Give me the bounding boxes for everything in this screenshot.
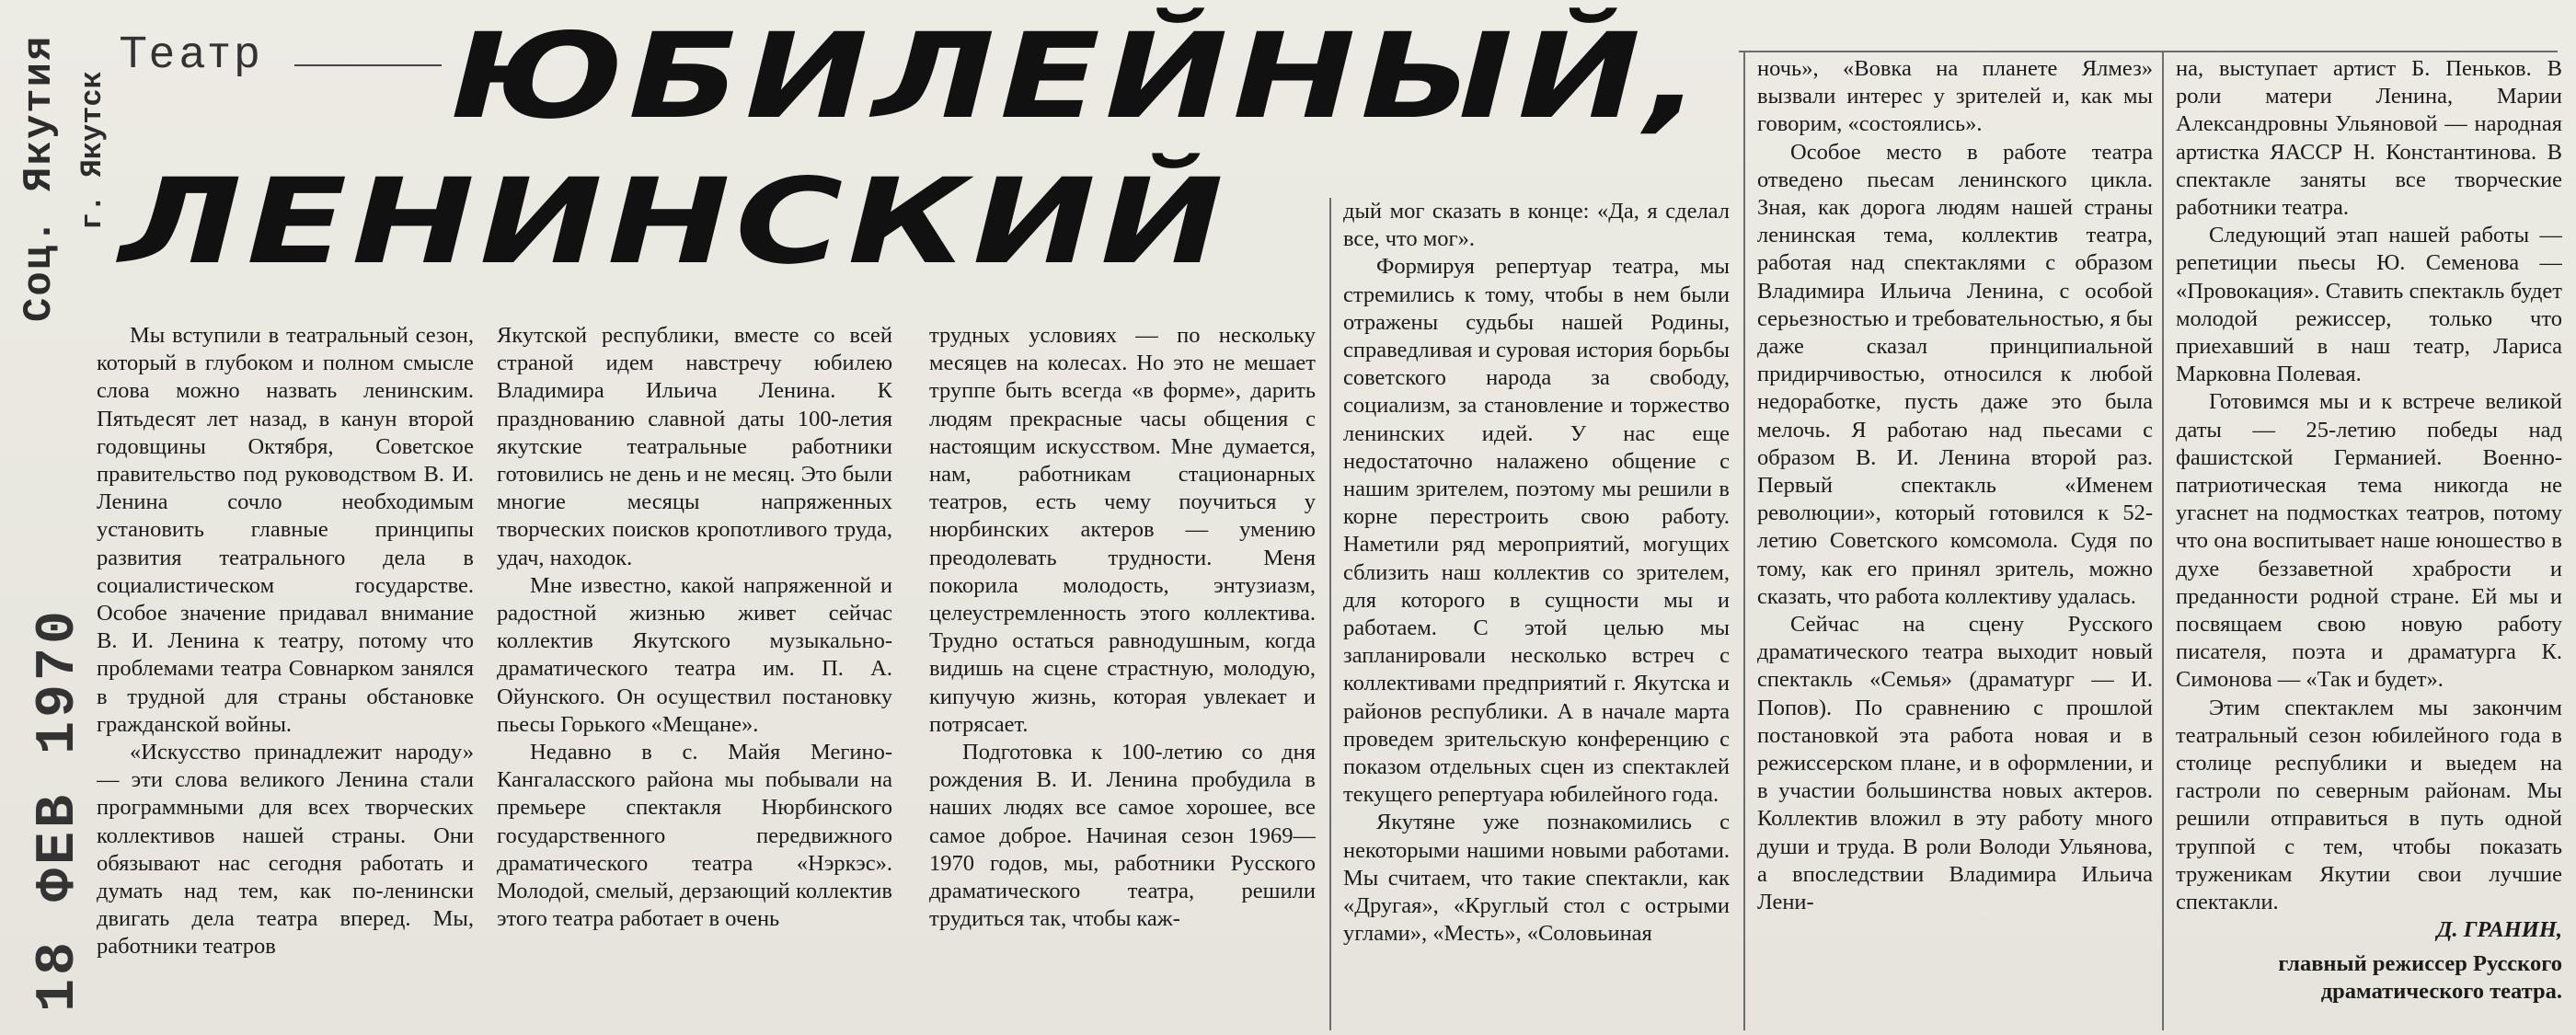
paragraph: «Искусство принадлежит народу» — эти слова великого Ленина стали программными для всех творческих коллективов нашей страны. Они обязывают нас сегодня работать и думать над тем, как по-ленински двигать дела театра вперед. Мы, работники театров — [97, 740, 474, 960]
column-divider — [2162, 51, 2164, 1030]
paragraph: Сейчас на сцену Русского драматического театра выходит новый спектакль «Семья» (драматург — И. Попов). По сравнению с прошлой постановкой эта работа новая и в режиссерском плане, и в оформлении, и в участии большинства новых актеров. Коллектив вложил в эту работу много души и труда. В роли Володи Ульянова, а впоследствии Владимира Ильича Лени- — [1757, 612, 2153, 915]
paragraph: Подготовка к 100-летию со дня рождения В. И. Ленина пробудила в наших людях все самое хорошее, все самое доброе. Начиная сезон 1969—1970 годов, мы, работники Русского драматического театра, решили трудиться так, чтобы каж- — [929, 740, 1316, 932]
paragraph: на, выступает артист Б. Пеньков. В роли матери Ленина, Марии Александровны Ульяновой — народная артистка ЯАССР Н. Константинова. В спектакле заняты все творческие работники театра. — [2176, 56, 2562, 221]
article-column-3 — [929, 322, 1316, 1030]
paragraph: Этим спектаклем мы закончим театральный сезон юбилейного года в столице республики и выедем на гастроли по северным районам. Мы решили отправиться в путь одной труппой с тем, чтобы показать труженикам Якутии свои лучшие спектакли. — [2176, 695, 2562, 915]
paragraph: ночь», «Вовка на планете Ялмез» вызвали интерес у зрителей и, как мы говорим, «состоялись». — [1757, 56, 2153, 137]
column-divider — [1743, 51, 1745, 1030]
headline-line-1: ЮБИЛЕЙНЫЙ, — [451, 8, 1707, 145]
article-column-2 — [497, 322, 892, 1030]
author-signature: Д. ГРАНИН, — [2436, 917, 2562, 943]
paragraph: Недавно в с. Майя Мегино-Кангаласского района мы побывали на премьере спектакля Нюрбинского государственного передвижного драматического театра «Нэркэс». Молодой, смелый, дерзающий коллектив этого театра работает в очень — [497, 740, 892, 932]
column-divider — [1329, 198, 1331, 1030]
rubric-rule — [294, 64, 442, 66]
article-column-5 — [1757, 55, 2153, 1030]
headline-line-2: ЛЕНИНСКИЙ — [120, 154, 1228, 291]
paragraph: Готовимся мы и к встрече великой даты — 25-летию победы над фашистской Германией. Военно-патриотическая тема никогда не угаснет на подмостках театров, потому что она воспитывает наше юношество в духе беззаветной храбрости и преданности родной стране. Ей мы и посвящаем свою новую работу писателя, поэта и драматурга К. Симонова — «Так и будет». — [2176, 389, 2562, 693]
city-stamp: г. Якутск — [75, 71, 109, 230]
paragraph: Особое место в работе театра отведено пьесам ленинского цикла. Зная, как дорога людям нашей страны ленинская тема, коллектив театра, работая над спектаклями с образом Владимира Ильича Ленина, с особой серьезностью и требовательностью, я бы даже сказал принципиальной придирчивостью, относился к любой недоработке, пусть даже это была мелочь. Я работаю над пьесами с образом В. И. Ленина второй раз. Первый спектакль «Именем революции», который готовился к 52-летию Советского комсомола. Судя по тому, как его принял зритель, можно сказать, что работа коллективу удалась. — [1757, 139, 2153, 609]
rubric-label: Театр — [120, 29, 265, 77]
paragraph: Мы вступили в театральный сезон, который в глубоком и полном смысле слова можно назвать ленинским. Пятьдесят лет назад, в канун второй годовщины Октября, Советское правительство под руководством В. И. Ленина сочло необходимым установить главные принципы развития театрального дела в социалистическом государстве. Особое значение придавал внимание В. И. Ленина к театру, потому что проблемами театра Совнарком занялся в трудной для страны обстановке гражданской войны. — [97, 323, 474, 737]
article-column-6 — [2176, 55, 2562, 1030]
paragraph: трудных условиях — по нескольку месяцев на колесах. Но это не мешает труппе быть всегда «в форме», дарить людям прекрасные часы общения с настоящим искусством. Мне думается, нам, работникам стационарных театров, есть чему поучиться у нюрбинских актеров — умению преодолевать трудности. Меня покорила молодость, энтузиазм, целеустремленность этого коллектива. Трудно остаться равнодушным, когда видишь на сцене страстную, молодую, кипучую жизнь, которая увлекает и потрясает. — [929, 323, 1316, 737]
paragraph: дый мог сказать в конце: «Да, я сделал все, что мог». — [1343, 199, 1730, 252]
paragraph: Следующий этап нашей работы — репетиции пьесы Ю. Семенова — «Провокация». Ставить спектакль будет молодой режиссер, только что приехавший в наш театр, Лариса Марковна Полевая. — [2176, 223, 2562, 387]
author-role: главный режиссер Русского драматического театра. — [2278, 950, 2562, 1004]
paragraph: Якутяне уже познакомились с некоторыми нашими новыми работами. Мы считаем, что такие спектакли, как «Другая», «Круглый стол с острыми углами», «Месть», «Соловьиная — [1343, 810, 1730, 947]
paragraph: Формируя репертуар театра, мы стремились к тому, чтобы в нем были отражены судьбы нашей Родины, справедливая и суровая история борьбы советского народа за свободу, социализм, за становление и торжество ленинских идей. У нас еще недостаточно налажено общение с нашим зрителем, поэтому мы решили в корне перестроить свою работу. Наметили ряд мероприятий, могущих сблизить наш коллектив со зрителем, для которого в сущности мы и работаем. С этой целью мы запланировали несколько встреч с коллективами предприятий г. Якутска и районов республики. А в начале марта проведем зрительскую конференцию с показом отдельных сцен из спектаклей текущего репертуара юбилейного года. — [1343, 254, 1730, 808]
article-column-4 — [1343, 198, 1730, 1030]
article-column-1 — [97, 322, 474, 1030]
date-stamp: 18 ФЕВ 1970 — [28, 606, 90, 1012]
source-stamp: Соц. Якутия — [17, 34, 63, 322]
paragraph: Якутской республики, вместе со всей страной идем навстречу юбилею Владимира Ильича Ленина. К празднованию славной даты 100-летия якутские театральные работники готовились не день и не месяц. Это были многие месяцы напряженных творческих поисков кропотливого труда, удач, находок. — [497, 323, 892, 570]
paragraph: Мне известно, какой напряженной и радостной жизнью живет сейчас коллектив Якутского музыкально-драматического театра им. П. А. Ойунского. Он осуществил постановку пьесы Горького «Мещане». — [497, 572, 892, 737]
top-border — [1739, 51, 2558, 52]
